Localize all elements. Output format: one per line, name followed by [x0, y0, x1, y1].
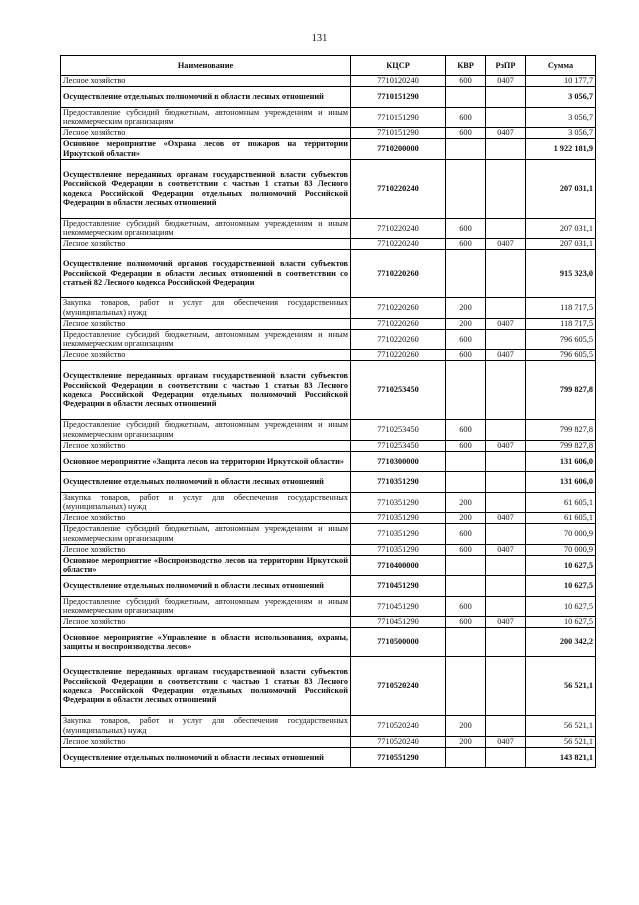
cell-kvr — [446, 657, 486, 716]
cell-kvr: 600 — [446, 596, 486, 617]
cell-name: Основное мероприятие «Воспроизводство лесов на территории Иркутской области» — [61, 555, 351, 576]
cell-rzpr — [486, 555, 526, 576]
cell-kcsr: 7710520240 — [351, 736, 446, 747]
table-row — [61, 218, 596, 239]
cell-kvr: 600 — [446, 350, 486, 361]
cell-kcsr: 7710253450 — [351, 440, 446, 451]
table-row — [61, 576, 596, 597]
table-row — [61, 350, 596, 361]
cell-rzpr: 0407 — [486, 736, 526, 747]
cell-kcsr: 7710120240 — [351, 76, 446, 87]
cell-rzpr: 0407 — [486, 128, 526, 139]
cell-name: Лесное хозяйство — [61, 350, 351, 361]
cell-sum: 10 627,5 — [526, 617, 596, 628]
table-row — [61, 747, 596, 768]
cell-kvr: 200 — [446, 298, 486, 319]
table-row — [61, 250, 596, 298]
cell-rzpr — [486, 329, 526, 350]
cell-rzpr — [486, 747, 526, 768]
cell-kvr: 600 — [446, 218, 486, 239]
cell-kvr — [446, 159, 486, 218]
cell-kvr — [446, 555, 486, 576]
cell-kcsr: 7710300000 — [351, 451, 446, 472]
cell-sum: 200 342,2 — [526, 628, 596, 657]
cell-name: Осуществление отдельных полномочий в области лесных отношений — [61, 87, 351, 108]
cell-sum: 3 056,7 — [526, 107, 596, 128]
cell-kvr: 600 — [446, 107, 486, 128]
cell-kcsr: 7710220240 — [351, 159, 446, 218]
cell-rzpr — [486, 451, 526, 472]
table-row — [61, 617, 596, 628]
cell-kvr: 600 — [446, 76, 486, 87]
cell-name: Лесное хозяйство — [61, 736, 351, 747]
cell-kcsr: 7710220240 — [351, 218, 446, 239]
table-row — [61, 451, 596, 472]
table-row — [61, 76, 596, 87]
table-row — [61, 139, 596, 160]
cell-sum: 207 031,1 — [526, 239, 596, 250]
cell-sum: 56 521,1 — [526, 736, 596, 747]
cell-kcsr: 7710351290 — [351, 492, 446, 513]
cell-kcsr: 7710500000 — [351, 628, 446, 657]
cell-name: Основное мероприятие «Управление в области использования, охраны, защиты и воспроизводства лесов» — [61, 628, 351, 657]
cell-kcsr: 7710551290 — [351, 747, 446, 768]
cell-name: Предоставление субсидий бюджетным, автономным учреждениям и иным некоммерческим организациям — [61, 329, 351, 350]
cell-sum: 61 605,1 — [526, 492, 596, 513]
cell-sum: 1 922 181,9 — [526, 139, 596, 160]
cell-sum: 3 056,7 — [526, 128, 596, 139]
cell-name: Осуществление отдельных полномочий в области лесных отношений — [61, 472, 351, 493]
cell-kcsr: 7710151290 — [351, 128, 446, 139]
cell-rzpr — [486, 524, 526, 545]
cell-kcsr: 7710351290 — [351, 472, 446, 493]
cell-name: Предоставление субсидий бюджетным, автономным учреждениям и иным некоммерческим организациям — [61, 420, 351, 441]
header-kvr: КВР — [446, 56, 486, 76]
header-sum: Сумма — [526, 56, 596, 76]
cell-sum: 118 717,5 — [526, 298, 596, 319]
cell-sum: 796 605,5 — [526, 329, 596, 350]
table-row — [61, 628, 596, 657]
table-row — [61, 716, 596, 737]
cell-sum: 118 717,5 — [526, 318, 596, 329]
table-body — [61, 76, 596, 768]
cell-kcsr: 7710351290 — [351, 524, 446, 545]
cell-name: Осуществление переданных органам государственной власти субъектов Российской Федерации в соответствии с частью 1 статьи 83 Лесного кодекса Российской Федерации отдельных полномочий Российской Федерации в области лесных отношений — [61, 159, 351, 218]
cell-sum: 796 605,5 — [526, 350, 596, 361]
cell-sum: 56 521,1 — [526, 716, 596, 737]
table-row — [61, 420, 596, 441]
cell-rzpr: 0407 — [486, 440, 526, 451]
cell-sum: 70 000,9 — [526, 544, 596, 555]
cell-rzpr: 0407 — [486, 513, 526, 524]
cell-rzpr — [486, 657, 526, 716]
cell-kcsr: 7710253450 — [351, 361, 446, 420]
cell-kcsr: 7710220240 — [351, 239, 446, 250]
table-row — [61, 440, 596, 451]
cell-kvr — [446, 250, 486, 298]
cell-kcsr: 7710253450 — [351, 420, 446, 441]
cell-kcsr: 7710520240 — [351, 716, 446, 737]
cell-kcsr: 7710351290 — [351, 544, 446, 555]
table-row — [61, 736, 596, 747]
cell-kvr: 200 — [446, 318, 486, 329]
cell-kcsr: 7710220260 — [351, 318, 446, 329]
cell-sum: 10 627,5 — [526, 576, 596, 597]
cell-kcsr: 7710220260 — [351, 329, 446, 350]
cell-kvr — [446, 361, 486, 420]
cell-kvr — [446, 451, 486, 472]
cell-sum: 799 827,8 — [526, 361, 596, 420]
cell-sum: 70 000,9 — [526, 524, 596, 545]
cell-kvr: 600 — [446, 420, 486, 441]
cell-kvr — [446, 472, 486, 493]
table-row — [61, 87, 596, 108]
cell-kcsr: 7710451290 — [351, 596, 446, 617]
cell-name: Осуществление отдельных полномочий в области лесных отношений — [61, 576, 351, 597]
cell-sum: 207 031,1 — [526, 159, 596, 218]
cell-kcsr: 7710151290 — [351, 87, 446, 108]
cell-name: Предоставление субсидий бюджетным, автономным учреждениям и иным некоммерческим организациям — [61, 596, 351, 617]
table-row — [61, 107, 596, 128]
cell-rzpr — [486, 596, 526, 617]
cell-name: Лесное хозяйство — [61, 318, 351, 329]
header-kcsr: КЦСР — [351, 56, 446, 76]
cell-sum: 915 323,0 — [526, 250, 596, 298]
cell-sum: 143 821,1 — [526, 747, 596, 768]
table-row — [61, 472, 596, 493]
cell-kvr: 600 — [446, 239, 486, 250]
cell-kcsr: 7710200000 — [351, 139, 446, 160]
cell-rzpr: 0407 — [486, 544, 526, 555]
cell-sum: 799 827,8 — [526, 420, 596, 441]
cell-kcsr: 7710220260 — [351, 298, 446, 319]
cell-name: Лесное хозяйство — [61, 128, 351, 139]
cell-name: Лесное хозяйство — [61, 513, 351, 524]
cell-sum: 10 627,5 — [526, 596, 596, 617]
cell-rzpr — [486, 250, 526, 298]
table-row — [61, 239, 596, 250]
cell-sum: 799 827,8 — [526, 440, 596, 451]
cell-sum: 131 606,0 — [526, 472, 596, 493]
cell-sum: 3 056,7 — [526, 87, 596, 108]
cell-kcsr: 7710451290 — [351, 576, 446, 597]
cell-kcsr: 7710220260 — [351, 250, 446, 298]
cell-sum: 10 177,7 — [526, 76, 596, 87]
cell-name: Осуществление полномочий органов государственной власти субъектов Российской Федерации в области лесных отношений в соответствии со статьей 82 Лесного кодекса Российской Федерации — [61, 250, 351, 298]
cell-name: Предоставление субсидий бюджетным, автономным учреждениям и иным некоммерческим организациям — [61, 218, 351, 239]
cell-rzpr: 0407 — [486, 350, 526, 361]
cell-name: Осуществление отдельных полномочий в области лесных отношений — [61, 747, 351, 768]
table-row — [61, 492, 596, 513]
table-row — [61, 544, 596, 555]
cell-kvr — [446, 628, 486, 657]
cell-kvr: 200 — [446, 513, 486, 524]
cell-kvr — [446, 87, 486, 108]
cell-kcsr: 7710151290 — [351, 107, 446, 128]
cell-name: Закупка товаров, работ и услуг для обеспечения государственных (муниципальных) нужд — [61, 492, 351, 513]
cell-sum: 10 627,5 — [526, 555, 596, 576]
table-row — [61, 159, 596, 218]
cell-kvr: 600 — [446, 544, 486, 555]
cell-name: Предоставление субсидий бюджетным, автономным учреждениям и иным некоммерческим организациям — [61, 107, 351, 128]
page-number: 131 — [311, 33, 328, 44]
table-row — [61, 596, 596, 617]
table-header-row — [61, 56, 596, 76]
cell-rzpr — [486, 576, 526, 597]
cell-rzpr: 0407 — [486, 318, 526, 329]
cell-name: Лесное хозяйство — [61, 617, 351, 628]
cell-kvr: 200 — [446, 716, 486, 737]
cell-rzpr — [486, 298, 526, 319]
cell-name: Лесное хозяйство — [61, 440, 351, 451]
table-row — [61, 329, 596, 350]
cell-name: Закупка товаров, работ и услуг для обеспечения государственных (муниципальных) нужд — [61, 716, 351, 737]
table-row — [61, 361, 596, 420]
header-rzpr: РзПР — [486, 56, 526, 76]
cell-name: Основное мероприятие «Охрана лесов от пожаров на территории Иркутской области» — [61, 139, 351, 160]
cell-sum: 56 521,1 — [526, 657, 596, 716]
cell-kvr — [446, 747, 486, 768]
cell-kvr: 600 — [446, 617, 486, 628]
cell-rzpr — [486, 361, 526, 420]
cell-rzpr — [486, 159, 526, 218]
cell-rzpr — [486, 87, 526, 108]
cell-rzpr: 0407 — [486, 617, 526, 628]
cell-name: Лесное хозяйство — [61, 239, 351, 250]
table-row — [61, 513, 596, 524]
cell-kvr: 600 — [446, 440, 486, 451]
cell-name: Осуществление переданных органам государственной власти субъектов Российской Федерации в соответствии с частью 1 статьи 83 Лесного кодекса Российской Федерации отдельных полномочий Российской Федерации в области лесных отношений — [61, 361, 351, 420]
header-name: Наименование — [61, 56, 351, 76]
cell-kvr — [446, 576, 486, 597]
cell-kcsr: 7710451290 — [351, 617, 446, 628]
cell-name: Лесное хозяйство — [61, 544, 351, 555]
table-row — [61, 128, 596, 139]
cell-kcsr: 7710400000 — [351, 555, 446, 576]
cell-rzpr — [486, 716, 526, 737]
cell-name: Осуществление переданных органам государственной власти субъектов Российской Федерации в соответствии с частью 1 статьи 83 Лесного кодекса Российской Федерации отдельных полномочий Российской Федерации в области лесных отношений — [61, 657, 351, 716]
cell-name: Закупка товаров, работ и услуг для обеспечения государственных (муниципальных) нужд — [61, 298, 351, 319]
cell-sum: 207 031,1 — [526, 218, 596, 239]
cell-kvr: 600 — [446, 128, 486, 139]
cell-kvr: 600 — [446, 329, 486, 350]
cell-kcsr: 7710520240 — [351, 657, 446, 716]
table-row — [61, 298, 596, 319]
cell-rzpr: 0407 — [486, 239, 526, 250]
table-row — [61, 524, 596, 545]
cell-rzpr — [486, 218, 526, 239]
table-row — [61, 318, 596, 329]
cell-kvr — [446, 139, 486, 160]
cell-rzpr — [486, 420, 526, 441]
table-row — [61, 555, 596, 576]
budget-table — [60, 55, 596, 768]
cell-rzpr — [486, 472, 526, 493]
cell-sum: 61 605,1 — [526, 513, 596, 524]
cell-name: Основное мероприятие «Защита лесов на территории Иркутской области» — [61, 451, 351, 472]
cell-rzpr: 0407 — [486, 76, 526, 87]
cell-rzpr — [486, 139, 526, 160]
cell-rzpr — [486, 628, 526, 657]
cell-kcsr: 7710220260 — [351, 350, 446, 361]
cell-sum: 131 606,0 — [526, 451, 596, 472]
cell-kvr: 200 — [446, 736, 486, 747]
cell-kvr: 600 — [446, 524, 486, 545]
cell-name: Лесное хозяйство — [61, 76, 351, 87]
cell-rzpr — [486, 492, 526, 513]
cell-name: Предоставление субсидий бюджетным, автономным учреждениям и иным некоммерческим организациям — [61, 524, 351, 545]
cell-kcsr: 7710351290 — [351, 513, 446, 524]
cell-rzpr — [486, 107, 526, 128]
table-row — [61, 657, 596, 716]
cell-kvr: 200 — [446, 492, 486, 513]
